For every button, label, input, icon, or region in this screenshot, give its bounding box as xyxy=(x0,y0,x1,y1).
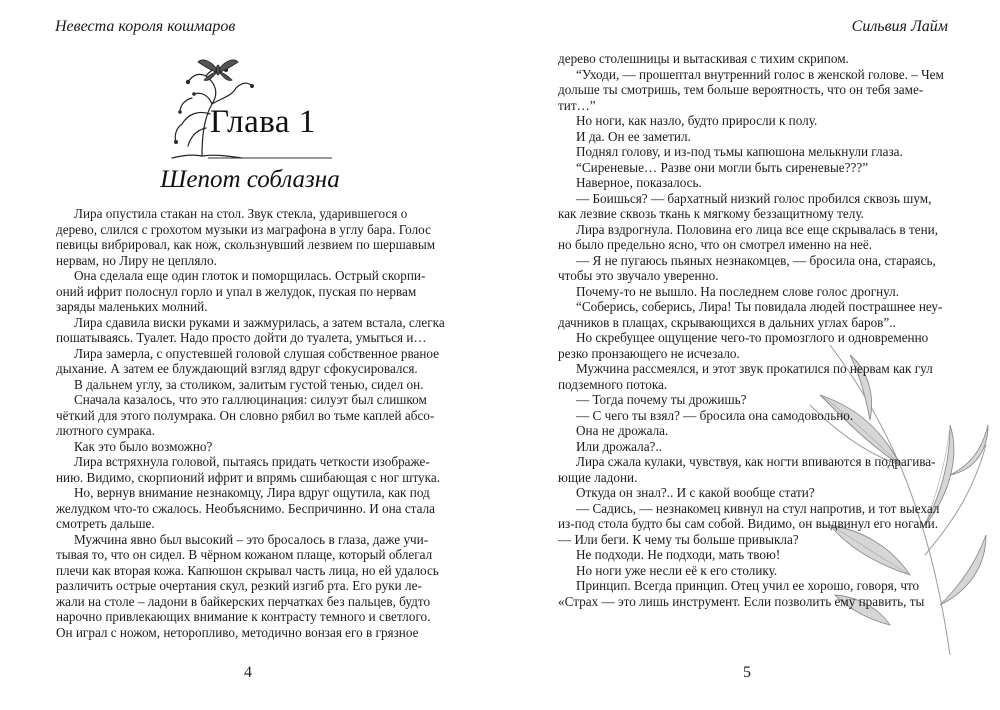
text-line: Откуда он знал?.. И с какой вообще стати? xyxy=(576,485,815,500)
running-head-book-title: Невеста короля кошмаров xyxy=(55,18,236,35)
text-line: различить острые очертания скул, резкий изгиб рта. Его руки ле- xyxy=(56,578,422,593)
text-line: Как это было возможно? xyxy=(74,438,213,454)
text-line: Почему-то не вышло. На последнем слове голос дрогнул. xyxy=(576,283,900,299)
text-line: Но скребущее ощущение чего-то промозглого и одновременно xyxy=(576,330,929,345)
text-line: Наверное, показалось. xyxy=(576,175,702,190)
text-line: Поднял голову, и из-под тьмы капюшона мелькнули глаза. xyxy=(576,144,903,159)
text-line: подземного потока. xyxy=(558,376,668,392)
text-line: ющие ладони. xyxy=(558,469,638,485)
text-line: чтобы это звучало уверенно. xyxy=(558,268,719,283)
text-line: И да. Он ее заметил. xyxy=(576,128,691,144)
running-head-author: Сильвия Лайм xyxy=(851,18,948,35)
chapter-title: Шепот соблазна xyxy=(160,166,340,193)
page-number: 4 xyxy=(244,664,252,681)
text-line: — Тогда почему ты дрожишь? xyxy=(576,392,747,407)
text-line: Но ноги уже несли её к его столику. xyxy=(576,562,778,578)
text-line: жали на столе – ладони в байкерских перчатках без пальцев, будто xyxy=(56,593,431,609)
text-line: — Я не пугаюсь пьяных незнакомцев, — бросила она, стараясь, xyxy=(576,252,936,268)
text-line: нарочно привлекающих внимание к контрасту темного и светлого. xyxy=(56,609,431,624)
text-line: тывая то, что он сидел. В чёрном кожаном плаще, который облегал xyxy=(56,547,433,562)
text-line: Мужчина явно был высокий – это бросалось в глаза, даже учи- xyxy=(74,531,429,547)
text-line: как лезвие сквозь ткань к мягкому беззащитному телу. xyxy=(558,206,864,221)
text-line: лютного сумрака. xyxy=(56,423,155,438)
text-line: пошатываясь. Туалет. Надо просто дойти до туалета, умыться и… xyxy=(56,330,427,345)
text-line: дерево, слился с грохотом музыки из маграфона в углу бара. Голос xyxy=(56,221,431,237)
text-line: резко пронзающего не исчезало. xyxy=(558,345,740,361)
text-line: Но, вернув внимание незнакомцу, Лира вдруг ощутила, как под xyxy=(74,485,430,500)
text-line: Лира сдавила виски руками и зажмурилась, а затем встала, слегка xyxy=(74,314,445,330)
text-line: тит…” xyxy=(558,97,596,113)
text-line: дольше ты смотришь, тем больше вероятность, что он тебя заме- xyxy=(558,82,924,97)
text-line: дыхание. А затем ее блуждающий взгляд вдруг сфокусировался. xyxy=(56,361,418,376)
text-line: смотреть дальше. xyxy=(56,516,155,531)
text-line: нервам, но Лиру не цепляло. xyxy=(56,252,217,268)
page-number: 5 xyxy=(743,664,751,681)
text-line: Сначала казалось, что это галлюцинация: силуэт был слишком xyxy=(74,392,427,407)
text-line: Лира сжала кулаки, чувствуя, как ногти впиваются в подрагива- xyxy=(576,454,936,469)
text-line: Она не дрожала. xyxy=(576,423,669,438)
text-line: чёткий для этого полумрака. Он словно рябил во тьме каплей абсо- xyxy=(56,407,435,423)
text-line: Лира замерла, с опустевшей головой слушая собственное рваное xyxy=(74,345,440,361)
text-line: — Садись, — незнакомец кивнул на стул напротив, и тот выехал xyxy=(576,500,940,516)
text-line: “Соберись, соберись, Лира! Ты повидала людей пострашнее неу- xyxy=(576,299,943,314)
text-line: “Сиреневые… Разве они могли быть сиреневые???” xyxy=(576,159,869,175)
text-line: «Страх — это лишь инструмент. Если позволить ему править, ты xyxy=(558,593,925,609)
text-line: — Боишься? — бархатный низкий голос пробился сквозь шум, xyxy=(576,190,932,206)
text-line: Лира вздрогнула. Половина его лица все еще скрывалась в тени, xyxy=(576,221,938,237)
text-line: Или дрожала?.. xyxy=(576,438,662,454)
text-line: дачников в плащах, скрывающихся в дальних углах баров”.. xyxy=(558,314,896,330)
text-line: Лира встряхнула головой, пытаясь придать четкости изображе- xyxy=(74,454,430,469)
right-page xyxy=(500,0,1000,710)
text-line: Не подходи. Не подходи, мать твою! xyxy=(576,547,781,562)
text-line: Она сделала еще один глоток и поморщилась. Острый скорпи- xyxy=(74,268,426,283)
text-line: заряды маленьких молний. xyxy=(56,299,208,314)
text-line: дерево столешницы и вытаскивая с тихим скрипом. xyxy=(558,51,849,66)
text-line: нию. Видимо, скорпионий ифрит и впрямь сшибающая с ног штука. xyxy=(56,469,440,485)
right-body-text xyxy=(558,51,948,609)
text-line: плечи как вторая кожа. Капюшон скрывал часть лица, но ей удалось xyxy=(56,562,439,578)
text-line: В дальнем углу, за столиком, залитым густой тенью, сидел он. xyxy=(74,376,424,392)
text-line: — Или беги. К чему ты больше привыкла? xyxy=(558,531,799,547)
text-line: оний ифрит полоснул горло и упал в желудок, пуская по нервам xyxy=(56,283,417,299)
chapter-label: Глава 1 xyxy=(210,104,316,140)
text-line: Мужчина рассмеялся, и этот звук прокатился по нервам как гул xyxy=(576,361,933,376)
text-line: — С чего ты взял? — бросила она самодовольно. xyxy=(576,407,854,423)
text-line: но было предельно ясно, что он смотрел именно на неё. xyxy=(558,237,873,252)
text-line: Он играл с ножом, неторопливо, методично вонзая его в грязное xyxy=(56,624,419,640)
left-body-text xyxy=(56,206,448,640)
text-line: Принцип. Всегда принцип. Отец учил ее хорошо, говоря, что xyxy=(576,578,920,593)
text-line: желудком что-то сжалось. Необъяснимо. Беспричинно. И она стала xyxy=(56,500,435,516)
text-line: Лира опустила стакан на стол. Звук стекла, ударившегося о xyxy=(74,206,408,221)
text-line: Но ноги, как назло, будто приросли к полу. xyxy=(576,113,818,128)
text-line: певицы вибрировал, как нож, скользнувший лезвием по шершавым xyxy=(56,237,436,252)
text-line: “Уходи, — прошептал внутренний голос в женской голове. – Чем xyxy=(576,66,944,82)
text-line: из-под стола будто бы сам собой. Видимо, он выдвинул его ногами. xyxy=(558,516,939,531)
